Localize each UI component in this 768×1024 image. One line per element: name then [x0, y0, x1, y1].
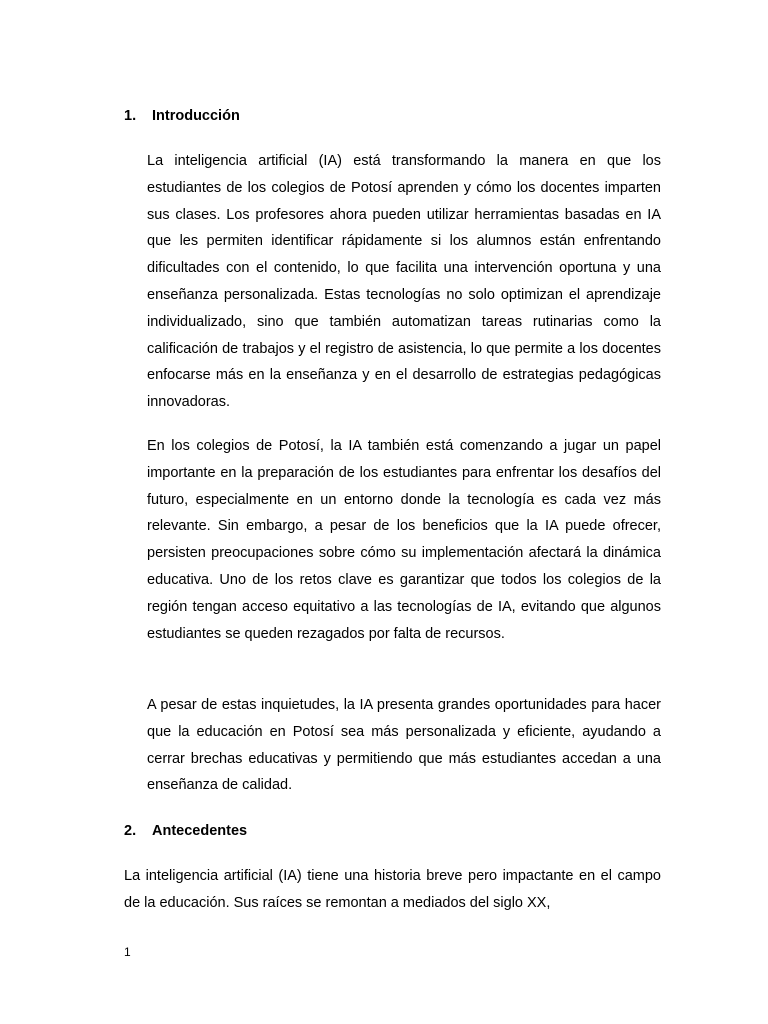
section-number: 2.	[124, 823, 137, 839]
paragraph: En los colegios de Potosí, la IA también está comenzando a jugar un papel importante en la preparación de los estudiantes para enfrentar los desafíos del futuro, especialmente en un entorno donde la tecnología es cada vez más relevante. Sin embargo, a pesar de los beneficios que la IA puede ofrecer, persisten preocupaciones sobre cómo su implementación afectará la dinámica educativa. Uno de los retos clave es garantizar que todos los colegios de la región tengan acceso equitativo a las tecnologías de IA, evitando que algunos estudiantes se queden rezagados por falta de recursos.	[147, 438, 661, 642]
page-number: 1	[124, 945, 131, 959]
section-title: Introducción	[152, 108, 240, 124]
section-number: 1.	[124, 108, 137, 124]
section-heading-antecedentes	[124, 821, 247, 841]
paragraph: La inteligencia artificial (IA) está transformando la manera en que los estudiantes de los colegios de Potosí aprenden y cómo los docentes imparten sus clases. Los profesores ahora pueden utilizar herramientas basadas en IA que les permiten identificar rápidamente si los alumnos están enfrentando dificultades con el contenido, lo que facilita una intervención oportuna y una enseñanza personalizada. Estas tecnologías no solo optimizan el aprendizaje individualizado, sino que también automatizan tareas rutinarias como la calificación de trabajos y el registro de asistencia, lo que permite a los docentes enfocarse más en la enseñanza y en el desarrollo de estrategias pedagógicas innovadoras.	[147, 153, 661, 411]
section-title: Antecedentes	[152, 823, 248, 839]
section-heading-introduccion	[124, 106, 240, 126]
paragraph: La inteligencia artificial (IA) tiene una historia breve pero impactante en el campo de la educación. Sus raíces se remontan a mediados del siglo XX,	[124, 868, 661, 911]
paragraph: A pesar de estas inquietudes, la IA presenta grandes oportunidades para hacer que la educación en Potosí sea más personalizada y eficiente, ayudando a cerrar brechas educativas y permitiendo que más estudiantes accedan a una enseñanza de calidad.	[147, 697, 661, 794]
